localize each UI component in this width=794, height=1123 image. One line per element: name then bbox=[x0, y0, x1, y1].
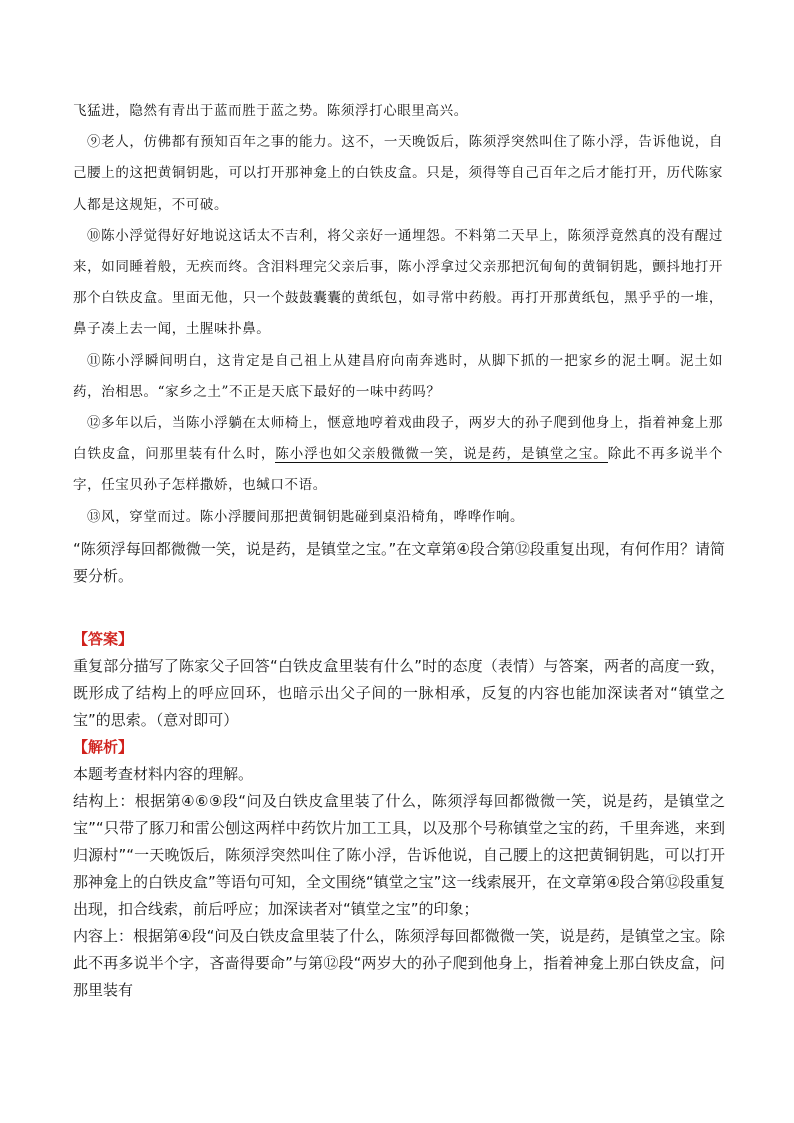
question-text: “陈须浮每回都微微一笑，说是药，是镇堂之宝。”在文章第④段合第⑫段重复出现，有何作用？请简要分析。 bbox=[73, 540, 725, 585]
analysis-label: 【解析】 bbox=[73, 738, 134, 756]
paragraph-13: ⑬风，穿堂而过。陈小浮腰间那把黄铜钥匙碰到桌沿椅角，哗哗作响。 bbox=[87, 508, 525, 525]
story-passage bbox=[73, 96, 723, 533]
analysis-content: 内容上：根据第④段“问及白铁皮盒里装了什么，陈须浮每回都微微一笑，说是药，是镇堂之宝。除此不再多说半个字，吝啬得要命”与第⑫段“两岁大的孙子爬到他身上，指着神龛上那白铁皮盒，问那里装有 bbox=[73, 927, 725, 999]
paragraph-12-start: ⑫多年以后，当陈小浮躺在太师椅上，惬意地哼着戏曲段子，两岁大的孙子爬到他身上，指着神龛上那白铁皮盒，问那里装有什么时， bbox=[73, 415, 723, 463]
analysis-structure: 结构上：根据第④⑥⑨段“问及白铁皮盒里装了什么，陈须浮每回都微微一笑，说是药，是镇堂之宝”“只带了豚刀和雷公刨这两样中药饮片加工工具，以及那个号称镇堂之宝的药，千里奔逃，来到归源村”“一天晚饭后，陈须浮突然叫住了陈小浮，告诉他说，自己腰上的这把黄铜钥匙，可以打开那神龛上的白铁皮盒”等语句可知，全文围绕“镇堂之宝”这一线索展开，在文章第④段合第⑫段重复出现，扣合线索，前后呼应；加深读者对“镇堂之宝”的印象； bbox=[73, 792, 725, 918]
paragraph-10: ⑩陈小浮觉得好好地说这话太不吉利，将父亲好一通埋怨。不料第二天早上，陈须浮竟然真的没有醒过来，如同睡着般，无疾而终。含泪料理完父亲后事，陈小浮拿过父亲那把沉甸甸的黄铜钥匙，颤抖地打开那个白铁皮盒。里面无他，只一个鼓鼓囊囊的黄纸包，如寻常中药般。再打开那黄纸包，黑乎乎的一堆，鼻子凑上去一闻，土腥味扑鼻。 bbox=[73, 227, 723, 338]
analysis-intro: 本题考查材料内容的理解。 bbox=[73, 765, 254, 783]
paragraph-11: ⑪陈小浮瞬间明白，这肯定是自己祖上从建昌府向南奔逃时，从脚下抓的一把家乡的泥土啊。泥土如药，治相思。“家乡之土”不正是天底下最好的一味中药吗？ bbox=[73, 352, 723, 400]
paragraph-12 bbox=[73, 408, 723, 502]
paragraph-9: ⑨老人，仿佛都有预知百年之事的能力。这不，一天晚饭后，陈须浮突然叫住了陈小浮，告诉他说，自己腰上的这把黄铜钥匙，可以打开那神龛上的白铁皮盒。只是，须得等自己百年之后才能打开，历代陈家人都是这规矩，不可破。 bbox=[73, 134, 723, 213]
question-answer-section bbox=[73, 536, 725, 1004]
answer-label: 【答案】 bbox=[73, 630, 134, 648]
underlined-sentence: 陈小浮也如父亲般微微一笑，说是药，是镇堂之宝。 bbox=[275, 446, 608, 463]
paragraph-8-end: 飞猛进，隐然有青出于蓝而胜于蓝之势。陈须浮打心眼里高兴。 bbox=[73, 103, 468, 119]
answer-text: 重复部分描写了陈家父子回答“白铁皮盒里装有什么”时的态度（表情）与答案，两者的高度一致，既形成了结构上的呼应回环，也暗示出父子间的一脉相承，反复的内容也能加深读者对“镇堂之宝”的思索。（意对即可） bbox=[73, 657, 725, 729]
paragraph-12-end: 除此不再多说半个字，任宝贝孙子怎样撒娇，也缄口不语。 bbox=[73, 446, 723, 494]
